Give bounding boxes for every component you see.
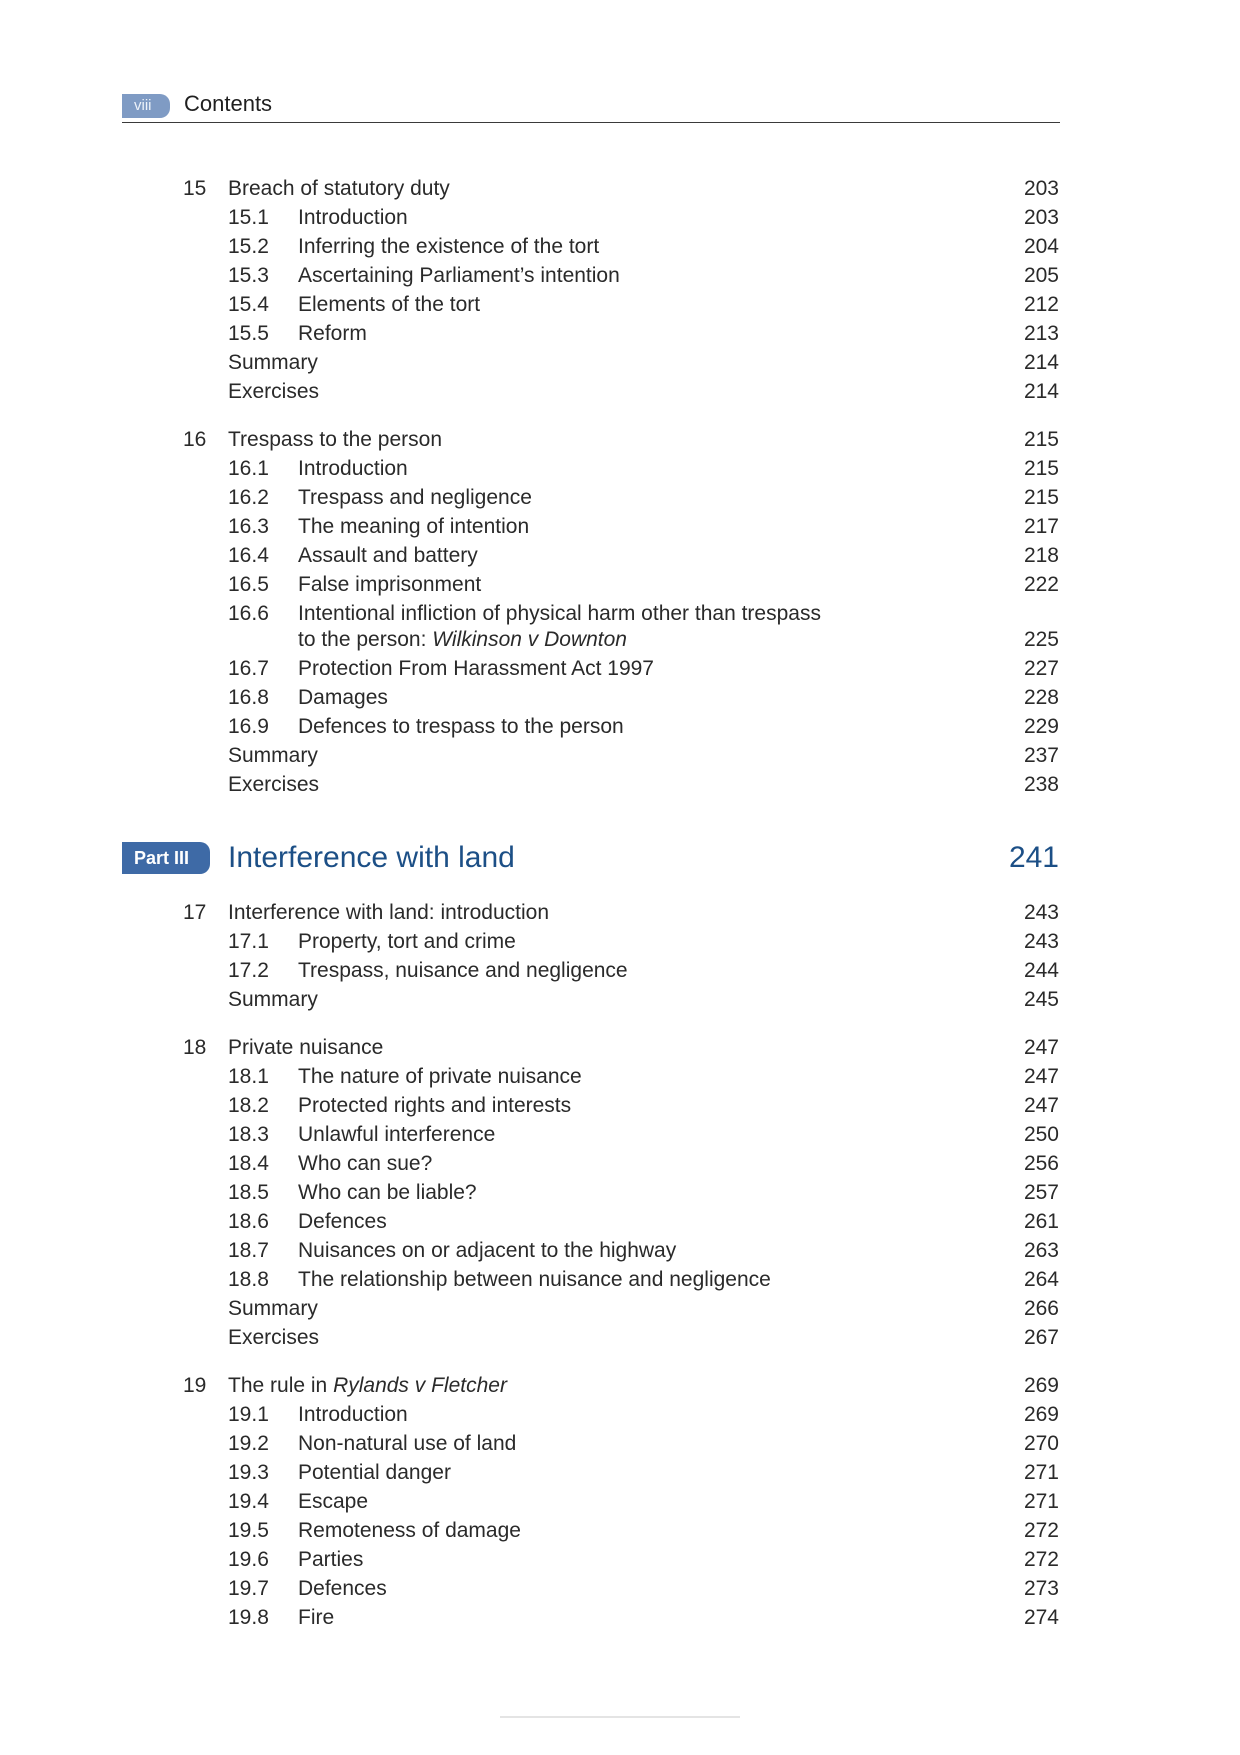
- page-ref: 214: [1023, 380, 1059, 403]
- section-title-continued: [298, 627, 627, 653]
- page-ref: 247: [1023, 1036, 1059, 1059]
- page-ref: 245: [1023, 988, 1059, 1011]
- section-title: Inferring the existence of the tort: [298, 235, 600, 258]
- page-ref: 271: [1023, 1461, 1059, 1484]
- page-ref: 228: [1023, 686, 1059, 709]
- section-title: Intentional infliction of physical harm other than trespass: [298, 602, 821, 625]
- page-ref: 267: [1023, 1326, 1059, 1349]
- page-ref: 256: [1023, 1152, 1059, 1175]
- chapter-title: Private nuisance: [228, 1036, 384, 1059]
- section-title: Elements of the tort: [298, 293, 481, 316]
- section-number: 16.4: [228, 544, 269, 567]
- chapter-title: Interference with land: introduction: [228, 901, 550, 924]
- section-title: Escape: [298, 1490, 369, 1513]
- section-title: Assault and battery: [298, 544, 478, 567]
- section-title: Protected rights and interests: [298, 1094, 572, 1117]
- section-title: Trespass and negligence: [298, 486, 532, 509]
- case-name: Wilkinson v Downton: [432, 628, 627, 651]
- chapter-number: 15: [183, 177, 207, 200]
- page-ref: 215: [1023, 486, 1059, 509]
- section-number: 17.2: [228, 959, 269, 982]
- page-ref: 217: [1023, 515, 1059, 538]
- page-ref: 225: [1023, 628, 1059, 651]
- page-ref: 227: [1023, 657, 1059, 680]
- section-title: Introduction: [298, 457, 408, 480]
- page-ref: 269: [1023, 1374, 1059, 1397]
- page-ref: 244: [1023, 959, 1059, 982]
- section-number: 18.7: [228, 1239, 269, 1262]
- section-number: 19.3: [228, 1461, 269, 1484]
- section-title: Parties: [298, 1548, 364, 1571]
- page-ref: 247: [1023, 1065, 1059, 1088]
- section-title: Ascertaining Parliament’s intention: [298, 264, 620, 287]
- section-number: 15.4: [228, 293, 269, 316]
- page-header: [122, 88, 1060, 123]
- chapter-number: 17: [183, 901, 207, 924]
- chapter-title: [228, 1373, 507, 1399]
- section-number: 19.6: [228, 1548, 269, 1571]
- page-ref: 213: [1023, 322, 1059, 345]
- page-ref: 215: [1023, 457, 1059, 480]
- chapter-number: 19: [183, 1374, 207, 1397]
- section-title: The meaning of intention: [298, 515, 530, 538]
- page-ref: 264: [1023, 1268, 1059, 1291]
- section-number: 18.5: [228, 1181, 269, 1204]
- section-title: Introduction: [298, 206, 408, 229]
- summary-label: Summary: [228, 988, 318, 1011]
- section-number: 15.5: [228, 322, 269, 345]
- section-title: Defences to trespass to the person: [298, 715, 624, 738]
- chapter-number: 18: [183, 1036, 207, 1059]
- page-ref: 266: [1023, 1297, 1059, 1320]
- page-ref: 250: [1023, 1123, 1059, 1146]
- summary-label: Summary: [228, 351, 318, 374]
- section-number: 18.8: [228, 1268, 269, 1291]
- chapter-title: Trespass to the person: [228, 428, 442, 451]
- section-number: 16.1: [228, 457, 269, 480]
- section-number: 15.3: [228, 264, 269, 287]
- page-ref: 212: [1023, 293, 1059, 316]
- summary-label: Summary: [228, 744, 318, 767]
- page-ref: 222: [1023, 573, 1059, 596]
- chapter-number: 16: [183, 428, 207, 451]
- section-title: The relationship between nuisance and negligence: [298, 1268, 771, 1291]
- section-title: Non-natural use of land: [298, 1432, 517, 1455]
- case-name: Rylands v Fletcher: [333, 1374, 507, 1397]
- section-number: 19.4: [228, 1490, 269, 1513]
- section-title: The nature of private nuisance: [298, 1065, 582, 1088]
- section-number: 18.3: [228, 1123, 269, 1146]
- section-title: Defences: [298, 1577, 387, 1600]
- section-number: 18.4: [228, 1152, 269, 1175]
- page-ref: 274: [1023, 1606, 1059, 1629]
- section-title: Damages: [298, 686, 388, 709]
- page-ref: 269: [1023, 1403, 1059, 1426]
- part-title: Interference with land: [228, 841, 515, 874]
- footer-divider: [500, 1716, 740, 1718]
- section-number: 16.3: [228, 515, 269, 538]
- section-number: 16.2: [228, 486, 269, 509]
- page-ref: 237: [1023, 744, 1059, 767]
- section-number: 18.6: [228, 1210, 269, 1233]
- section-number: 15.1: [228, 206, 269, 229]
- part-page-ref: 241: [1008, 841, 1059, 874]
- section-number: 19.8: [228, 1606, 269, 1629]
- section-title: Unlawful interference: [298, 1123, 496, 1146]
- section-title: Nuisances on or adjacent to the highway: [298, 1239, 677, 1262]
- exercises-label: Exercises: [228, 1326, 320, 1349]
- summary-label: Summary: [228, 1297, 318, 1320]
- chapter-title-text: The rule in: [228, 1374, 334, 1397]
- part-heading[interactable]: [0, 838, 1240, 878]
- page-ref: 205: [1023, 264, 1059, 287]
- section-title: Fire: [298, 1606, 335, 1629]
- page-ref: 203: [1023, 206, 1059, 229]
- page-ref: 273: [1023, 1577, 1059, 1600]
- section-title: Introduction: [298, 1403, 408, 1426]
- page-ref: 271: [1023, 1490, 1059, 1513]
- section-number: 19.1: [228, 1403, 269, 1426]
- section-title: Potential danger: [298, 1461, 451, 1484]
- section-number: 19.7: [228, 1577, 269, 1600]
- header-title: Contents: [184, 91, 273, 116]
- section-title: Who can sue?: [298, 1152, 433, 1175]
- section-title: Reform: [298, 322, 367, 345]
- page-ref: 263: [1023, 1239, 1059, 1262]
- exercises-label: Exercises: [228, 380, 320, 403]
- section-number: 17.1: [228, 930, 269, 953]
- section-number: 18.1: [228, 1065, 269, 1088]
- part-badge: Part III: [122, 842, 210, 874]
- section-title-text: to the person:: [298, 628, 433, 651]
- section-title: Remoteness of damage: [298, 1519, 521, 1542]
- page-ref: 238: [1023, 773, 1059, 796]
- page-ref: 272: [1023, 1519, 1059, 1542]
- page-ref: 215: [1023, 428, 1059, 451]
- page-ref: 229: [1023, 715, 1059, 738]
- section-number: 16.5: [228, 573, 269, 596]
- section-number: 19.2: [228, 1432, 269, 1455]
- page-ref: 270: [1023, 1432, 1059, 1455]
- page-ref: 272: [1023, 1548, 1059, 1571]
- section-number: 16.8: [228, 686, 269, 709]
- page-ref: 214: [1023, 351, 1059, 374]
- page-ref: 218: [1023, 544, 1059, 567]
- page-ref: 204: [1023, 235, 1059, 258]
- section-title: Property, tort and crime: [298, 930, 516, 953]
- chapter-title: Breach of statutory duty: [228, 177, 450, 200]
- page-number-tab: viii: [122, 94, 170, 118]
- section-title: Who can be liable?: [298, 1181, 477, 1204]
- section-number: 18.2: [228, 1094, 269, 1117]
- section-number: 15.2: [228, 235, 269, 258]
- page-ref: 243: [1023, 930, 1059, 953]
- section-title: Defences: [298, 1210, 387, 1233]
- page-ref: 247: [1023, 1094, 1059, 1117]
- page-ref: 203: [1023, 177, 1059, 200]
- exercises-label: Exercises: [228, 773, 320, 796]
- section-title: Trespass, nuisance and negligence: [298, 959, 628, 982]
- section-number: 19.5: [228, 1519, 269, 1542]
- section-title: Protection From Harassment Act 1997: [298, 657, 654, 680]
- page-ref: 257: [1023, 1181, 1059, 1204]
- section-number: 16.9: [228, 715, 269, 738]
- section-number: 16.6: [228, 602, 269, 625]
- page-ref: 261: [1023, 1210, 1059, 1233]
- section-title: False imprisonment: [298, 573, 482, 596]
- page-ref: 243: [1023, 901, 1059, 924]
- section-number: 16.7: [228, 657, 269, 680]
